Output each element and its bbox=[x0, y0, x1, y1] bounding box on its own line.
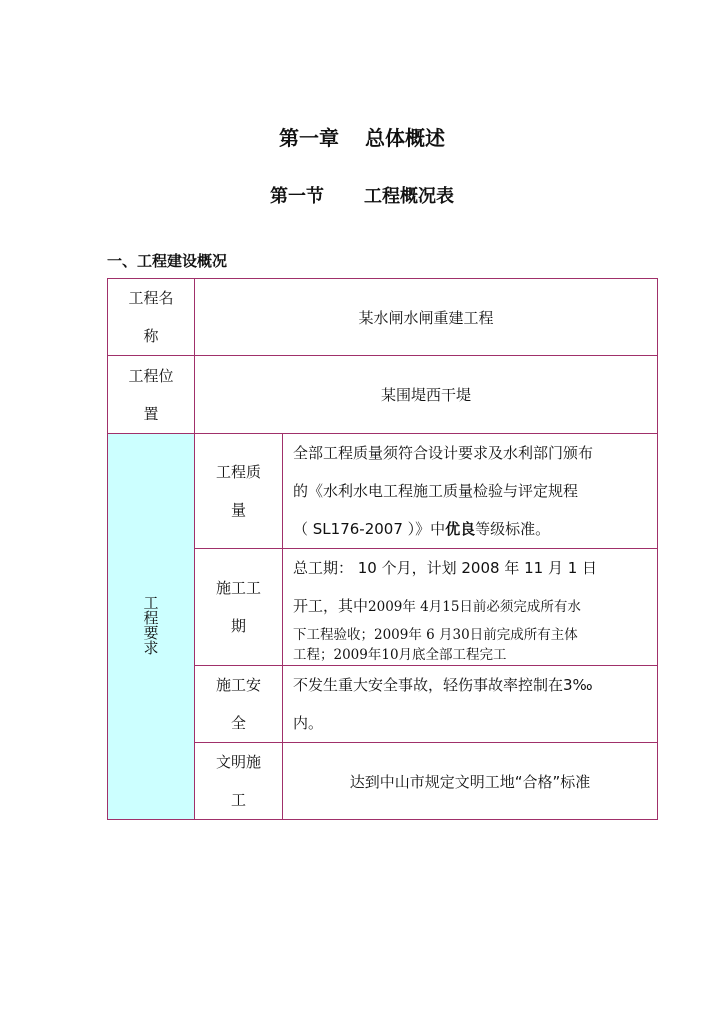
label-line: 全 bbox=[230, 714, 246, 732]
quality-detail bbox=[283, 434, 658, 549]
section-name: 工程概况表 bbox=[364, 186, 454, 207]
civilized-label bbox=[195, 743, 283, 820]
schedule-text-serif: 2009年 4月15日前必须完成所有水 bbox=[368, 599, 581, 615]
label-line: 称 bbox=[143, 327, 159, 345]
project-overview-table bbox=[107, 278, 658, 820]
safety-label bbox=[195, 666, 283, 743]
schedule-text-line: 工程；2009年10月底全部工程完工 bbox=[293, 647, 507, 663]
schedule-label bbox=[195, 549, 283, 666]
label-line: 施工工 bbox=[215, 579, 261, 597]
project-location-label bbox=[108, 356, 195, 434]
requirements-label-text: 工程要求 bbox=[141, 594, 160, 655]
civilized-detail: 达到中山市规定文明工地“合格”标准 bbox=[283, 743, 658, 820]
schedule-detail bbox=[283, 549, 658, 666]
label-line: 工程质 bbox=[215, 463, 261, 481]
chapter-title bbox=[0, 122, 724, 151]
quality-text-prefix: （ SL176-2007 ）》中 bbox=[293, 520, 446, 538]
quality-text-suffix: 等级标准。 bbox=[475, 520, 551, 538]
project-name-label bbox=[108, 279, 195, 356]
quality-text-line: 全部工程质量须符合设计要求及水利部门颁布 bbox=[293, 444, 594, 462]
safety-text-line: 内。 bbox=[293, 714, 324, 732]
table-row-project-name bbox=[108, 279, 658, 356]
subsection-title: 一、工程建设概况 bbox=[107, 252, 228, 270]
safety-text-line: 不发生重大安全事故，轻伤事故率控制在3‰ bbox=[293, 676, 593, 694]
project-location-value: 某围堤西干堤 bbox=[195, 356, 658, 434]
label-line: 期 bbox=[230, 617, 246, 635]
quality-grade-emphasis: 优良 bbox=[445, 520, 476, 538]
label-line: 工程名 bbox=[128, 289, 174, 307]
schedule-text-line: 下工程验收；2009年 6 月30日前完成所有主体 bbox=[293, 627, 578, 643]
table-row-quality bbox=[108, 434, 658, 549]
chapter-name: 总体概述 bbox=[365, 126, 445, 150]
quality-text-line bbox=[293, 510, 651, 548]
quality-text-line: 的《水利水电工程施工质量检验与评定规程 bbox=[293, 482, 579, 500]
quality-label bbox=[195, 434, 283, 549]
safety-detail bbox=[283, 666, 658, 743]
label-line: 工程位 bbox=[128, 366, 174, 385]
schedule-text-line bbox=[293, 587, 651, 625]
label-line: 文明施 bbox=[215, 753, 261, 771]
label-line: 工 bbox=[230, 791, 246, 809]
section-number: 第一节 bbox=[270, 186, 324, 207]
label-line: 量 bbox=[230, 501, 246, 519]
schedule-text-line: 总工期： 10 个月，计划 2008 年 11 月 1 日 bbox=[293, 559, 598, 577]
section-title bbox=[0, 182, 724, 208]
requirements-label bbox=[108, 434, 195, 820]
chapter-number: 第一章 bbox=[279, 126, 339, 150]
label-line: 置 bbox=[143, 404, 159, 423]
schedule-text-prefix: 开工，其中 bbox=[293, 597, 369, 615]
project-name-value: 某水闸水闸重建工程 bbox=[195, 279, 658, 356]
label-line: 施工安 bbox=[215, 676, 261, 694]
table-row-project-location bbox=[108, 356, 658, 434]
